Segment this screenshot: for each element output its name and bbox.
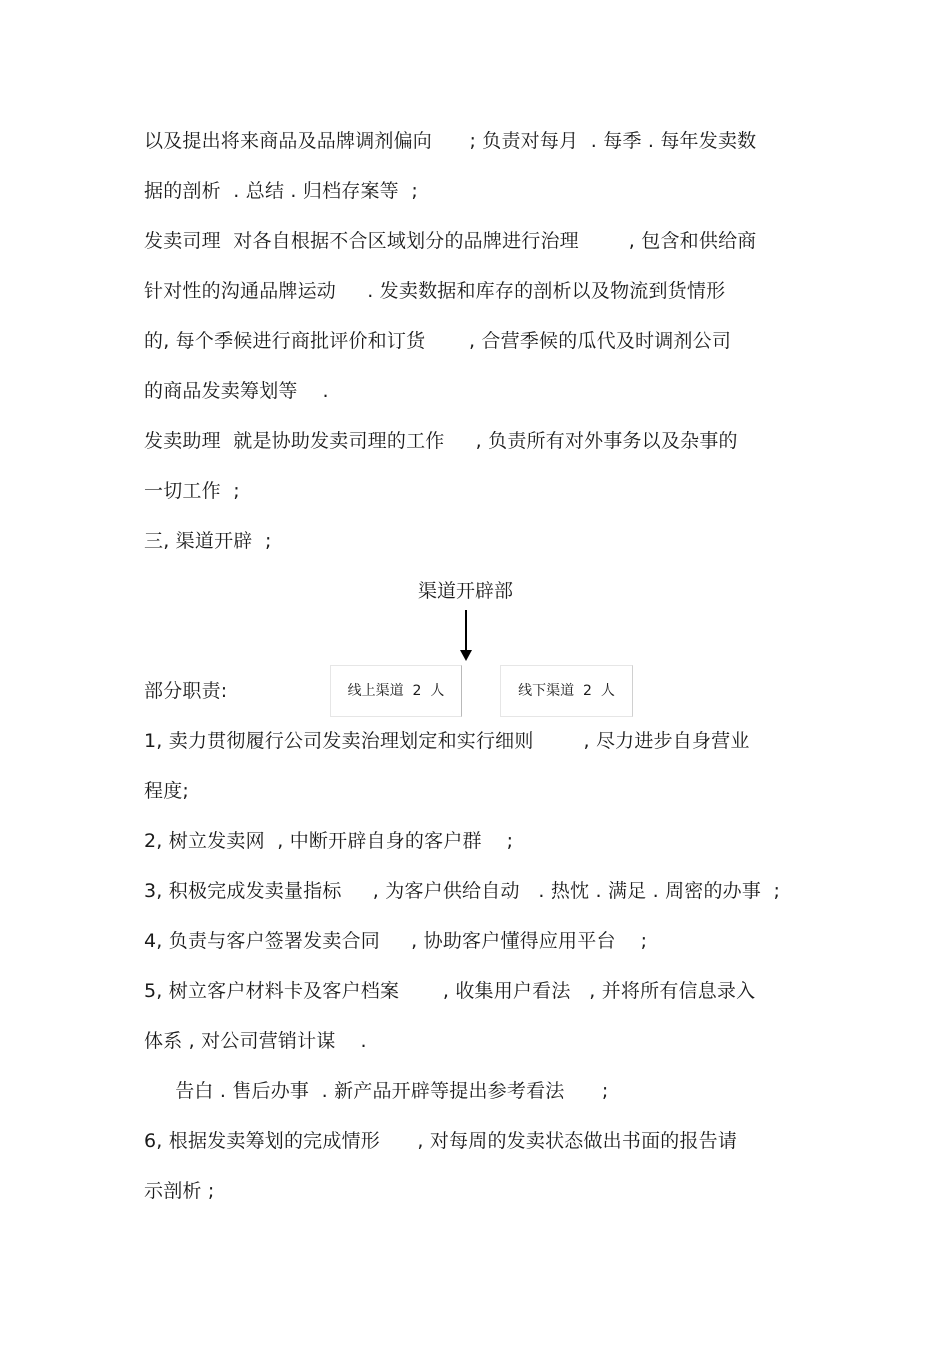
text-line: 针对性的沟通品牌运动 . 发卖数据和库存的剖析以及物流到货情形 — [144, 280, 726, 302]
arrow-head-icon — [460, 650, 472, 661]
text-line: 体系 , 对公司营销计谋 . — [144, 1030, 367, 1052]
text-line: 据的剖析 . 总结 . 归档存案等 ; — [144, 180, 418, 202]
text-line: 告白 . 售后办事 . 新产品开辟等提出参考看法 ; — [144, 1080, 609, 1102]
text-line: 发卖司理 对各自根据不合区域划分的品牌进行治理 , 包含和供给商 — [144, 230, 757, 252]
responsibilities-label: 部分职责: — [144, 680, 228, 702]
list-item: 1, 卖力贯彻履行公司发卖治理划定和实行细则 , 尽力进步自身营业 — [144, 730, 750, 752]
online-channel-box — [330, 665, 462, 717]
list-item: 5, 树立客户材料卡及客户档案 , 收集用户看法 , 并将所有信息录入 — [144, 980, 756, 1002]
text-line: 程度; — [144, 780, 190, 802]
text-line: 发卖助理 就是协助发卖司理的工作 , 负责所有对外事务以及杂事的 — [144, 430, 738, 452]
list-item: 2, 树立发卖网 , 中断开辟自身的客户群 ; — [144, 830, 514, 852]
text-line: 的商品发卖筹划等 . — [144, 380, 329, 402]
text-line: 的, 每个季候进行商批评价和订货 , 合营季候的瓜代及时调剂公司 — [144, 330, 732, 352]
list-item: 4, 负责与客户签署发卖合同 , 协助客户懂得应用平台 ; — [144, 930, 648, 952]
online-channel-label: 线上渠道 2 人 — [347, 683, 445, 699]
org-chart-title: 渠道开辟部 — [418, 580, 514, 602]
offline-channel-label: 线下渠道 2 人 — [518, 683, 615, 699]
arrow-down-icon — [465, 610, 467, 652]
text-line: 一切工作 ; — [144, 480, 240, 502]
list-item: 3, 积极完成发卖量指标 , 为客户供给自动 . 热忱 . 满足 . 周密的办事 ; — [144, 880, 781, 902]
list-item: 6, 根据发卖筹划的完成情形 , 对每周的发卖状态做出书面的报告请 — [144, 1130, 738, 1152]
text-line: 以及提出将来商品及品牌调剂偏向 ; 负责对每月 . 每季 . 每年发卖数 — [144, 130, 757, 152]
offline-channel-box — [500, 665, 633, 717]
text-line: 示剖析 ; — [144, 1180, 215, 1202]
section-heading: 三, 渠道开辟 ; — [144, 530, 272, 552]
